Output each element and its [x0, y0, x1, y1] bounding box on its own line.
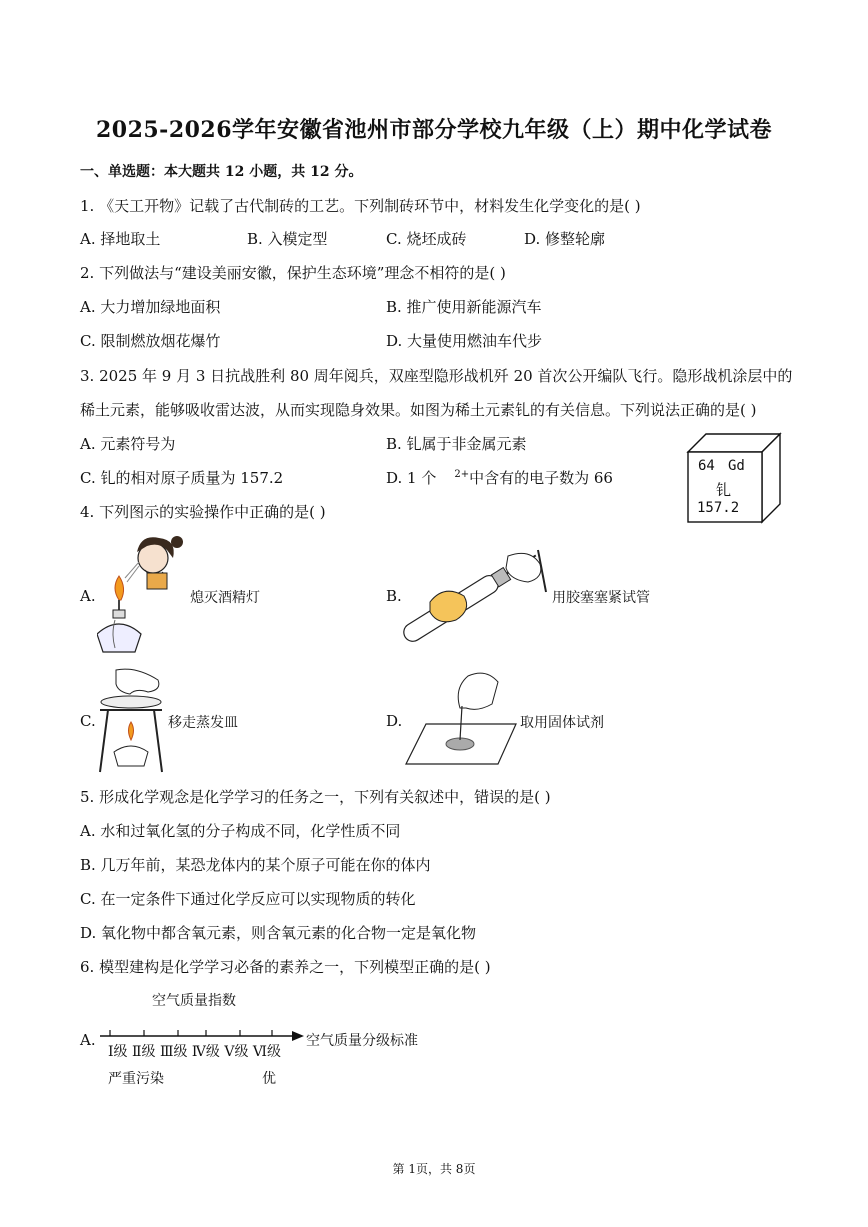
- q1-option-c: C. 烧坯成砖: [386, 230, 467, 248]
- element-symbol: Gd: [728, 458, 745, 474]
- q3-option-d: [386, 467, 613, 488]
- q1-option-b: B. 入模定型: [247, 230, 328, 248]
- blowing-out-lamp-illustration: [97, 530, 189, 658]
- q5-option-b: B. 几万年前，某恐龙体内的某个原子可能在你的体内: [80, 856, 431, 874]
- question-6-stem: 6. 模型建构是化学学习必备的素养之一，下列模型正确的是( ): [80, 958, 491, 976]
- q4-option-b-label: B.: [386, 587, 402, 605]
- axis-right-end-label: 优: [262, 1071, 276, 1087]
- q3-option-a: A. 元素符号为: [80, 435, 176, 453]
- q2-option-d: D. 大量使用燃油车代步: [386, 332, 543, 350]
- question-5-stem: 5. 形成化学观念是化学学习的任务之一，下列有关叙述中，错误的是( ): [80, 788, 551, 806]
- page-footer: 第 1页，共 8页: [392, 1162, 476, 1176]
- question-1-stem: 1. 《天工开物》记载了古代制砖的工艺。下列制砖环节中，材料发生化学变化的是( ): [80, 197, 641, 215]
- q3-option-d-suffix: 中含有的电子数为 66: [469, 469, 613, 487]
- element-mass: 157.2: [697, 500, 740, 516]
- element-cell-gadolinium: [686, 432, 782, 524]
- q4-option-c-caption: 移走蒸发皿: [168, 715, 238, 731]
- axis-caption: 空气质量分级标准: [306, 1033, 418, 1049]
- q5-option-d: D. 氧化物中都含氧元素，则含氧元素的化合物一定是氧化物: [80, 924, 477, 942]
- q4-option-d-caption: 取用固体试剂: [520, 715, 604, 731]
- question-3-stem-line1: 3. 2025 年 9 月 3 日抗战胜利 80 周年阅兵，双座型隐形战机歼 20 首次公开编队飞行。隐形战机涂层中的: [80, 367, 793, 385]
- q3-option-b: B. 钆属于非金属元素: [386, 435, 527, 453]
- q2-option-a: A. 大力增加绿地面积: [80, 298, 221, 316]
- question-3-stem-line2: 稀土元素，能够吸收雷达波，从而实现隐身效果。如图为稀土元素钆的有关信息。下列说法正确的是( ): [80, 401, 757, 419]
- q4-option-c-label: C.: [80, 712, 96, 730]
- q6-option-a-label: A.: [80, 1031, 96, 1049]
- q5-option-a: A. 水和过氧化氢的分子构成不同，化学性质不同: [80, 822, 401, 840]
- q5-option-c: C. 在一定条件下通过化学反应可以实现物质的转化: [80, 890, 416, 908]
- q3-option-c: C. 钆的相对原子质量为 157.2: [80, 469, 284, 487]
- question-2-stem: 2. 下列做法与“建设美丽安徽，保护生态环境”理念不相符的是( ): [80, 264, 506, 282]
- section-heading: 一、单选题：本大题共 12 小题，共 12 分。: [80, 164, 363, 180]
- page-title: 2025-2026学年安徽省池州市部分学校九年级（上）期中化学试卷: [95, 117, 773, 143]
- solid-reagent-illustration: [404, 668, 519, 766]
- q1-option-a: A. 择地取土: [80, 230, 161, 248]
- q4-option-a-label: A.: [80, 587, 96, 605]
- axis-levels: Ⅰ级 Ⅱ级 Ⅲ级 Ⅳ级 Ⅴ级 Ⅵ级: [108, 1044, 281, 1060]
- question-4-stem: 4. 下列图示的实验操作中正确的是( ): [80, 503, 326, 521]
- element-number: 64: [698, 458, 715, 474]
- stopper-tube-illustration: [400, 544, 550, 644]
- q3-option-d-charge: 2+: [454, 469, 470, 480]
- q3-option-d-prefix: D. 1 个: [386, 469, 437, 487]
- q4-option-a-caption: 熄灭酒精灯: [190, 590, 260, 606]
- q4-option-d-label: D.: [386, 712, 403, 730]
- q1-option-d: D. 修整轮廓: [524, 230, 606, 248]
- evaporating-dish-illustration: [96, 666, 166, 774]
- q2-option-c: C. 限制燃放烟花爆竹: [80, 332, 221, 350]
- q2-option-b: B. 推广使用新能源汽车: [386, 298, 542, 316]
- axis-title: 空气质量指数: [152, 993, 236, 1009]
- axis-left-end-label: 严重污染: [108, 1071, 164, 1087]
- element-name: 钆: [716, 481, 732, 499]
- q4-option-b-caption: 用胶塞塞紧试管: [552, 590, 650, 606]
